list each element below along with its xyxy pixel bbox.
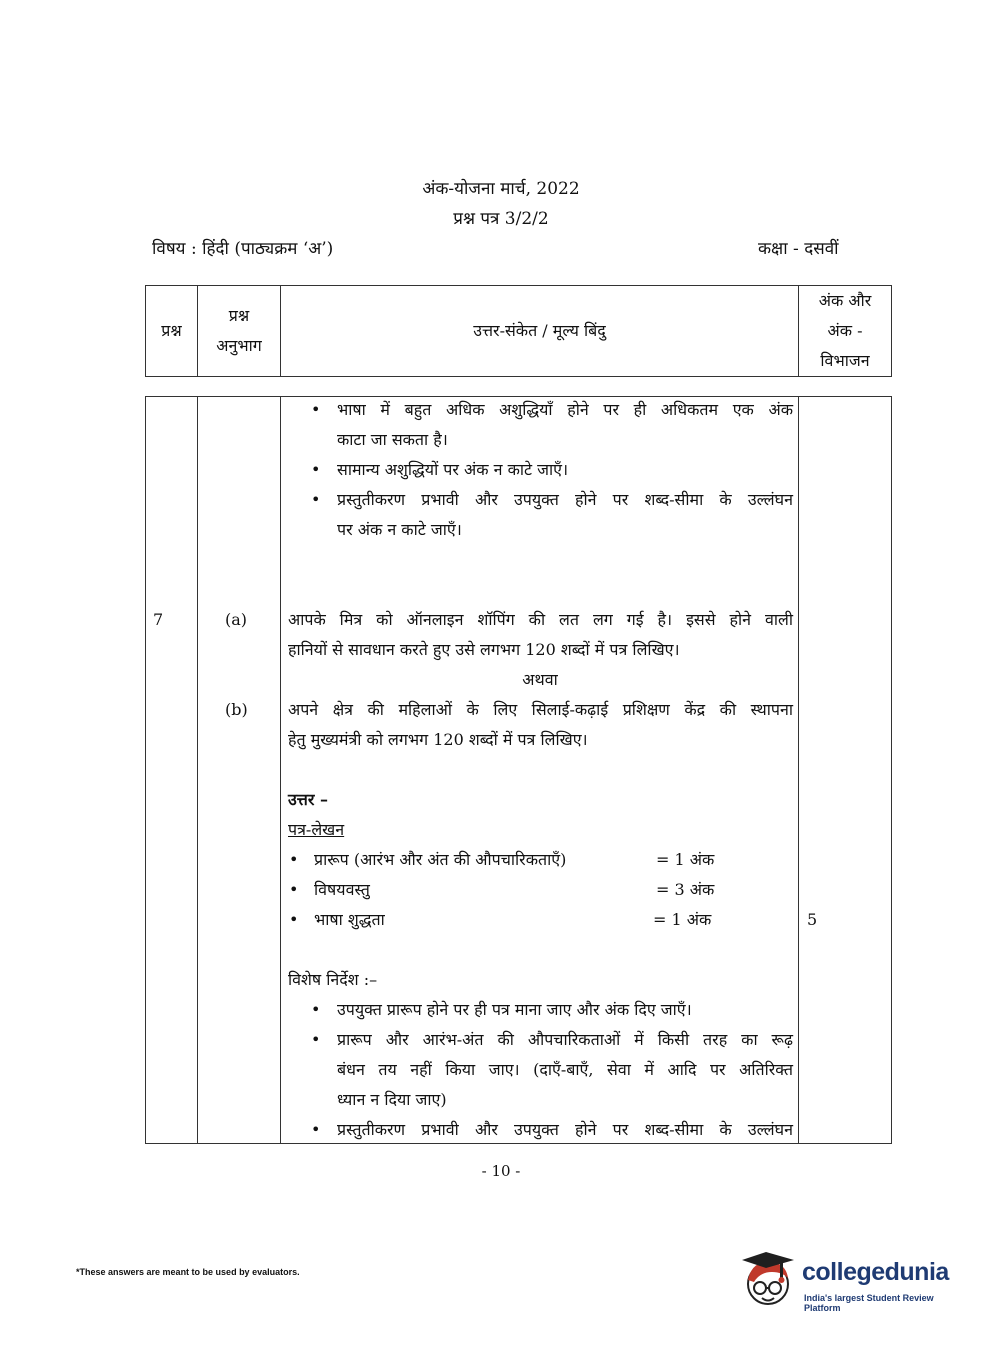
marks-item-label: भाषा शुद्धता — [314, 910, 385, 929]
continued-point-1-line2: काटा जा सकता है। — [337, 430, 448, 449]
special-point-2-line1: प्रारूप और आरंभ-अंत की औपचारिकताओं में किसी तरह का रूढ़ — [337, 1030, 793, 1049]
bullet-icon: • — [311, 490, 321, 509]
bullet-icon: • — [311, 1000, 321, 1019]
student-mascot-icon — [742, 1250, 802, 1314]
continued-point-3-line2: पर अंक न काटे जाएँ। — [337, 520, 462, 539]
subject-label: विषय : हिंदी (पाठ्यक्रम ‘अ’) — [152, 239, 334, 259]
bullet-icon: • — [311, 460, 321, 479]
marks-item-value: = 1 अंक — [653, 910, 712, 929]
bullet-icon: • — [289, 880, 299, 899]
answer-heading: उत्तर – — [288, 790, 328, 809]
bullet-icon: • — [311, 1030, 321, 1049]
marks-item-label: विषयवस्तु — [314, 880, 370, 899]
logo-tagline: India's largest Student Review Platform — [804, 1293, 934, 1313]
header-marks-line3: विभाजन — [820, 351, 870, 370]
total-marks: 5 — [807, 910, 818, 929]
bullet-icon: • — [289, 910, 299, 929]
bullet-icon: • — [289, 850, 299, 869]
page-number: - 10 - — [481, 1162, 521, 1180]
marks-item-value: = 1 अंक — [656, 850, 715, 869]
answer-cell — [281, 397, 799, 1144]
special-point-1: उपयुक्त प्रारूप होने पर ही पत्र माना जाए और अंक दिए जाएँ। — [337, 1000, 692, 1019]
special-point-3-line1: प्रस्तुतीकरण प्रभावी और उपयुक्त होने पर शब्द-सीमा के उल्लंघन — [337, 1120, 793, 1139]
collegedunia-logo — [742, 1250, 972, 1316]
header-section-line2: अनुभाग — [216, 336, 262, 355]
header-question: प्रश्न — [146, 286, 198, 377]
continued-point-2: सामान्य अशुद्धियों पर अंक न काटे जाएँ। — [337, 460, 569, 479]
header-marks-line2: अंक - — [827, 321, 863, 340]
or-divider: अथवा — [522, 670, 558, 689]
part-a-label: (a) — [225, 610, 248, 629]
marks-item-label: प्रारूप (आरंभ और अंत की औपचारिकताएँ) — [314, 850, 567, 869]
special-instructions-heading: विशेष निर्देश :– — [288, 970, 378, 989]
part-a-line1: आपके मित्र को ऑनलाइन शॉपिंग की लत लग गई है। इससे होने वाली — [288, 610, 793, 629]
header-marks — [799, 286, 892, 377]
bullet-icon: • — [311, 1120, 321, 1139]
bullet-icon: • — [311, 400, 321, 419]
part-a-line2: हानियों से सावधान करते हुए उसे लगभग 120 शब्दों में पत्र लिखिए। — [288, 640, 680, 659]
header-answer-points: उत्तर-संकेत / मूल्य बिंदु — [281, 286, 799, 377]
scheme-title: अंक-योजना मार्च, 2022 — [422, 179, 580, 199]
part-b-line2: हेतु मुख्यमंत्री को लगभग 120 शब्दों में पत्र लिखिए। — [288, 730, 588, 749]
header-section-line1: प्रश्न — [228, 306, 250, 325]
header-marks-line1: अंक और — [818, 291, 872, 310]
logo-wordmark: collegedunia — [802, 1258, 949, 1286]
continued-point-1-line1: भाषा में बहुत अधिक अशुद्धियाँ होने पर ही अधिकतम एक अंक — [337, 400, 793, 419]
special-point-2-line3: ध्यान न दिया जाए) — [337, 1090, 447, 1109]
marks-cell — [799, 397, 892, 1144]
part-b-line1: अपने क्षेत्र की महिलाओं के लिए सिलाई-कढ़ाई प्रशिक्षण केंद्र की स्थापना — [288, 700, 793, 719]
question-number-cell — [146, 397, 198, 1144]
paper-code: प्रश्न पत्र 3/2/2 — [453, 209, 549, 229]
special-point-2-line2: बंधन तय नहीं किया जाए। (दाएँ-बाएँ, सेवा में आदि पर अतिरिक्त — [337, 1060, 793, 1079]
evaluator-footnote: *These answers are meant to be used by evaluators. — [76, 1267, 300, 1277]
header-section — [198, 286, 281, 377]
table-header — [145, 285, 892, 377]
class-label: कक्षा - दसवीं — [758, 239, 839, 259]
question-number: 7 — [153, 610, 164, 629]
answer-table — [145, 396, 892, 1144]
section-cell — [198, 397, 281, 1144]
part-b-label: (b) — [225, 700, 248, 719]
continued-point-3-line1: प्रस्तुतीकरण प्रभावी और उपयुक्त होने पर शब्द-सीमा के उल्लंघन — [337, 490, 793, 509]
answer-subheading: पत्र-लेखन — [288, 820, 345, 839]
marks-item-value: = 3 अंक — [656, 880, 715, 899]
